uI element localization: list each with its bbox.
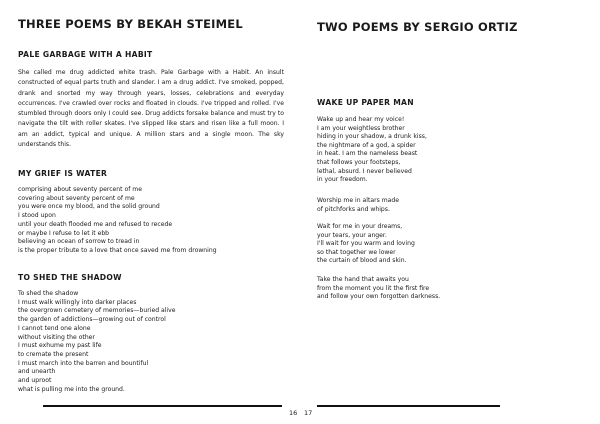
poem-stanza (317, 223, 415, 266)
page-title: TWO POEMS BY SERGIO ORTIZ (317, 20, 518, 34)
poem-line: Wake up and hear my voice! (317, 116, 405, 123)
poem-line: is the proper tribute to a love that once saved me from drowning (18, 246, 217, 254)
poem-line: without visiting the other (18, 333, 95, 341)
poem-line: I am your weightless brother (317, 124, 405, 132)
poem-line: Worship me in altars made (317, 197, 400, 204)
poem-line: of pitchforks and whips. (317, 205, 390, 213)
poem-line: I cannot tend one alone (18, 324, 91, 332)
poem-line: hiding in your shadow, a drunk kiss, (317, 133, 427, 141)
poem-line: Wait for me in your dreams, (317, 223, 403, 230)
poem-line: your tears, your anger. (317, 231, 387, 239)
poem-line: I must exhume my past life (18, 342, 102, 350)
poem-line: Take the hand that awaits you (317, 276, 409, 283)
poem-line: to cremate the present (18, 350, 89, 358)
poem-line: the curtain of blood and skin. (317, 257, 407, 265)
poem-title-grief-water: MY GRIEF IS WATER (18, 169, 108, 178)
poem-line: believing an ocean of sorrow to tread in (18, 238, 140, 246)
poem-line: comprising about seventy percent of me (18, 186, 142, 193)
poem-line: you were once my blood, and the solid ground (18, 203, 160, 211)
poem-stanza (317, 276, 440, 302)
page-number: 17 (304, 409, 313, 417)
poem-line: the garden of addictions—growing out of control (18, 316, 166, 324)
poem-line: I'll wait for you warm and loving (317, 240, 415, 248)
poem-title-wake-up: WAKE UP PAPER MAN (317, 98, 414, 107)
poem-lines-grief-water (18, 186, 217, 256)
poem-line: until your death flooded me and refused to recede (18, 220, 173, 228)
footer-rule (43, 405, 282, 407)
poem-title-pale-garbage: PALE GARBAGE WITH A HABIT (18, 50, 153, 59)
poem-line: I stood upon (18, 212, 56, 220)
poem-line: so that together we lower (317, 248, 396, 256)
page-number: 16 (289, 409, 298, 417)
poem-line: the overgrown cemetery of memories—buried alive (18, 307, 176, 315)
poem-line: from the moment you lit the first fire (317, 284, 430, 292)
page-title: THREE POEMS BY BEKAH STEIMEL (18, 17, 243, 31)
poem-line: and follow your own forgotten darkness. (317, 293, 441, 301)
poem-line: in heat. I am the nameless beast (317, 150, 418, 158)
poem-line: covering about seventy percent of me (18, 194, 135, 202)
poem-line: and uproot (18, 377, 52, 385)
poem-title-shed-shadow: TO SHED THE SHADOW (18, 273, 122, 282)
poem-stanza (317, 116, 427, 185)
right-page (300, 0, 600, 424)
poem-stanza (317, 197, 399, 214)
poem-line: I must march into the barren and bountiful (18, 359, 149, 367)
poem-line: I must walk willingly into darker places (18, 298, 137, 306)
poem-line: lethal, absurd. I never believed (317, 167, 412, 175)
poem-lines-shed-shadow (18, 290, 175, 394)
footer-rule (317, 405, 500, 407)
poem-line: To shed the shadow (18, 290, 79, 297)
poem-line: in your freedom. (317, 176, 368, 184)
poem-line: what is pulling me into the ground. (18, 385, 125, 393)
poem-line: or maybe I refuse to let it ebb (18, 229, 110, 237)
poem-line: that follows your footsteps, (317, 158, 401, 166)
poem-body-pale-garbage: She called me drug addicted white trash. Pale Garbage with a Habit. An insult constructed of equal parts truth and slander. I am a drug addict. I've smoked, popped, drank and snorted my way through years, losses, celebrations and everyday occurrences. I've crawled over rocks and floated in clouds. I've tripped and rolled. I've stumbled through doors only I could see. Drug addicts forsake balance and must try to navigate the tilt with roller skates. I've slipped like stars and risen like a full moon. I am an addict, typical and unique. A million stars and a single moon. The sky understands this. (18, 69, 284, 149)
poem-line: the nightmare of a god, a spider (317, 141, 416, 149)
poem-line: and unearth (18, 368, 56, 376)
